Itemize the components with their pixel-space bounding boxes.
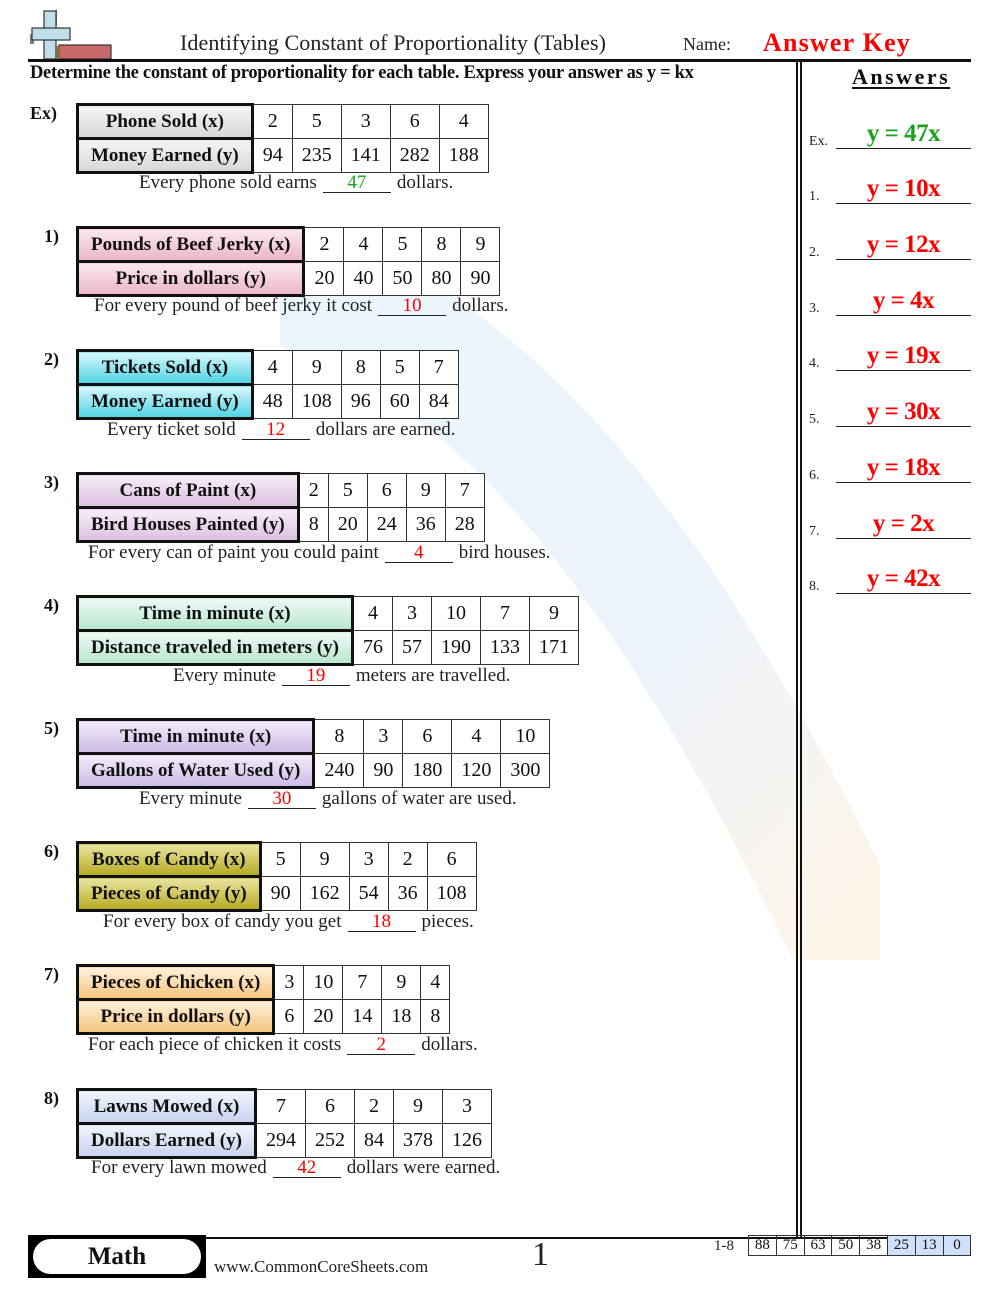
y-cell: 20 [328, 508, 367, 542]
ratio-table [76, 964, 450, 1035]
x-cell: 8 [341, 351, 380, 385]
answer-sentence [107, 419, 456, 441]
y-header: Dollars Earned (y) [78, 1124, 256, 1158]
x-cell: 8 [422, 228, 461, 262]
x-cell: 2 [304, 228, 344, 262]
y-cell: 40 [344, 262, 383, 296]
ratio-table [76, 349, 459, 420]
y-cell: 190 [431, 631, 480, 665]
y-cell: 18 [382, 1000, 421, 1034]
y-header: Money Earned (y) [78, 385, 253, 419]
x-cell: 8 [314, 720, 364, 754]
y-cell: 54 [349, 877, 388, 911]
answer-row-7 [809, 510, 971, 540]
answer-value: y = 30x [866, 398, 941, 425]
y-cell: 20 [304, 1000, 343, 1034]
y-cell: 141 [341, 139, 390, 173]
worksheet-title: Identifying Constant of Proportionality (Tables) [180, 30, 607, 55]
sentence-prefix: For every box of candy you get [103, 911, 342, 932]
y-header: Pieces of Candy (y) [78, 877, 261, 911]
answer-number: 8. [809, 579, 820, 594]
x-cell: 9 [406, 474, 445, 508]
answer-blank: 18 [348, 913, 416, 932]
score-cell: 75 [776, 1236, 804, 1256]
answer-number: 5. [809, 412, 820, 427]
answer-row-ex [809, 120, 971, 150]
answer-sentence [88, 1034, 478, 1056]
sentence-prefix: For every can of paint you could paint [88, 542, 379, 563]
x-cell: 6 [305, 1090, 354, 1124]
answer-row-2 [809, 231, 971, 261]
x-cell: 4 [352, 597, 392, 631]
answer-number: 2. [809, 245, 820, 260]
y-cell: 8 [298, 508, 328, 542]
plus-minus-logo-icon [28, 8, 114, 60]
answer-row-8 [809, 565, 971, 595]
answer-blank: 42 [273, 1159, 341, 1178]
x-cell: 3 [364, 720, 403, 754]
answer-line [836, 148, 971, 149]
sentence-suffix: dollars. [452, 295, 509, 316]
y-cell: 162 [300, 877, 349, 911]
sentence-suffix: dollars are earned. [315, 419, 456, 440]
answer-row-5 [809, 398, 971, 428]
x-header: Pieces of Chicken (x) [78, 966, 274, 1000]
answer-value: y = 2x [872, 510, 935, 537]
y-cell: 24 [367, 508, 406, 542]
x-cell: 9 [292, 351, 341, 385]
answer-number: 6. [809, 468, 820, 483]
x-cell: 7 [255, 1090, 305, 1124]
problem-label: 7) [44, 964, 59, 984]
answer-sentence [94, 295, 509, 317]
sentence-suffix: dollars. [396, 172, 454, 193]
y-cell: 6 [274, 1000, 304, 1034]
problem-label: Ex) [30, 103, 57, 123]
ratio-table [76, 472, 485, 543]
sentence-suffix: pieces. [421, 911, 474, 932]
x-cell: 4 [252, 351, 292, 385]
instructions: Determine the constant of proportionality for each table. Express your answer as y = kx [30, 63, 694, 83]
x-cell: 9 [529, 597, 578, 631]
answer-line [836, 593, 971, 594]
x-cell: 3 [274, 966, 304, 1000]
answer-line [836, 315, 971, 316]
x-cell: 3 [349, 843, 388, 877]
sentence-suffix: gallons of water are used. [321, 788, 517, 809]
y-cell: 282 [390, 139, 439, 173]
sentence-suffix: meters are travelled. [355, 665, 511, 686]
x-cell: 3 [341, 105, 390, 139]
y-cell: 180 [403, 754, 452, 788]
score-cell: 38 [860, 1236, 888, 1256]
answer-sentence [139, 172, 453, 194]
sentence-suffix: dollars were earned. [346, 1157, 501, 1178]
x-header: Cans of Paint (x) [78, 474, 299, 508]
y-cell: 90 [260, 877, 300, 911]
sentence-prefix: Every minute [139, 788, 242, 809]
answer-number: 3. [809, 301, 820, 316]
answer-row-3 [809, 287, 971, 317]
y-header: Price in dollars (y) [78, 1000, 274, 1034]
y-cell: 108 [427, 877, 476, 911]
sentence-suffix: bird houses. [458, 542, 551, 563]
y-cell: 120 [452, 754, 501, 788]
x-cell: 9 [382, 966, 421, 1000]
ratio-table [76, 841, 477, 912]
x-cell: 6 [390, 105, 439, 139]
column-divider [796, 61, 802, 1238]
y-cell: 90 [364, 754, 403, 788]
y-cell: 14 [343, 1000, 382, 1034]
x-cell: 4 [344, 228, 383, 262]
x-cell: 10 [304, 966, 343, 1000]
ratio-table [76, 718, 550, 789]
x-cell: 9 [393, 1090, 442, 1124]
ratio-table [76, 226, 500, 297]
x-cell: 4 [452, 720, 501, 754]
y-cell: 76 [352, 631, 392, 665]
sentence-prefix: For every pound of beef jerky it cost [94, 295, 373, 316]
y-cell: 94 [252, 139, 292, 173]
y-cell: 133 [480, 631, 529, 665]
x-header: Lawns Mowed (x) [78, 1090, 256, 1124]
answer-value: y = 12x [866, 231, 941, 258]
ratio-table [76, 1088, 492, 1159]
name-label: Name: [683, 34, 731, 54]
website-link[interactable]: www.CommonCoreSheets.com [214, 1257, 429, 1276]
answer-sentence [103, 911, 474, 933]
x-cell: 2 [354, 1090, 393, 1124]
y-cell: 171 [529, 631, 578, 665]
problem-label: 8) [44, 1088, 59, 1108]
score-cell: 13 [915, 1236, 943, 1256]
y-header: Bird Houses Painted (y) [78, 508, 299, 542]
problem-label: 3) [44, 472, 59, 492]
score-cell: 25 [887, 1236, 915, 1256]
x-header: Time in minute (x) [78, 720, 314, 754]
y-cell: 126 [442, 1124, 491, 1158]
answer-line [836, 426, 971, 427]
x-cell: 7 [445, 474, 484, 508]
answer-row-4 [809, 342, 971, 372]
ratio-table [76, 103, 489, 174]
answer-blank: 19 [282, 667, 350, 686]
answer-number: 7. [809, 524, 820, 539]
answer-row-1 [809, 175, 971, 205]
page-number: 1 [532, 1236, 549, 1273]
y-cell: 57 [392, 631, 431, 665]
answers-title: Answers [852, 64, 951, 89]
sentence-prefix: Every minute [173, 665, 276, 686]
answer-line [836, 538, 971, 539]
problem-label: 2) [44, 349, 59, 369]
answer-value: y = 42x [866, 565, 941, 592]
y-cell: 96 [341, 385, 380, 419]
y-header: Money Earned (y) [78, 139, 253, 173]
y-cell: 8 [421, 1000, 450, 1034]
answer-line [836, 370, 971, 371]
answer-value: y = 47x [866, 120, 941, 147]
y-cell: 36 [406, 508, 445, 542]
x-cell: 5 [292, 105, 341, 139]
score-cell: 88 [749, 1236, 777, 1256]
x-header: Tickets Sold (x) [78, 351, 253, 385]
score-range-label: 1-8 [714, 1238, 734, 1254]
x-cell: 7 [343, 966, 382, 1000]
answer-line [836, 203, 971, 204]
answer-blank: 2 [347, 1036, 415, 1055]
answer-value: y = 4x [872, 287, 935, 314]
x-cell: 2 [298, 474, 328, 508]
x-cell: 2 [388, 843, 427, 877]
x-cell: 6 [403, 720, 452, 754]
answer-number: Ex. [809, 134, 829, 149]
problem-label: 5) [44, 718, 59, 738]
answer-line [836, 482, 971, 483]
y-cell: 20 [304, 262, 344, 296]
answer-blank: 4 [385, 544, 453, 563]
ratio-table [76, 595, 579, 666]
x-header: Boxes of Candy (x) [78, 843, 261, 877]
x-cell: 6 [367, 474, 406, 508]
answer-blank: 47 [323, 174, 391, 193]
y-cell: 294 [255, 1124, 305, 1158]
y-cell: 252 [305, 1124, 354, 1158]
answer-sentence [139, 788, 517, 810]
answer-blank: 30 [248, 790, 316, 809]
x-cell: 5 [260, 843, 300, 877]
x-cell: 7 [480, 597, 529, 631]
sentence-prefix: For each piece of chicken it costs [88, 1034, 342, 1055]
score-table [748, 1235, 971, 1256]
y-cell: 378 [393, 1124, 442, 1158]
x-cell: 4 [421, 966, 450, 1000]
score-cell: 0 [943, 1236, 971, 1256]
x-header: Phone Sold (x) [78, 105, 253, 139]
x-cell: 3 [392, 597, 431, 631]
sentence-prefix: Every phone sold earns [139, 172, 317, 193]
x-cell: 9 [300, 843, 349, 877]
x-cell: 6 [427, 843, 476, 877]
x-header: Pounds of Beef Jerky (x) [78, 228, 304, 262]
x-cell: 5 [380, 351, 419, 385]
problem-label: 4) [44, 595, 59, 615]
sentence-prefix: Every ticket sold [107, 419, 236, 440]
answer-value: y = 19x [866, 342, 941, 369]
x-cell: 10 [431, 597, 480, 631]
y-cell: 80 [422, 262, 461, 296]
x-cell: 5 [383, 228, 422, 262]
x-cell: 4 [439, 105, 488, 139]
header-rule [28, 59, 971, 62]
y-cell: 235 [292, 139, 341, 173]
subject-badge: Math [33, 1239, 201, 1274]
answer-number: 1. [809, 189, 820, 204]
y-cell: 50 [383, 262, 422, 296]
x-cell: 10 [501, 720, 550, 754]
problem-label: 6) [44, 841, 59, 861]
y-cell: 60 [380, 385, 419, 419]
y-cell: 188 [439, 139, 488, 173]
y-cell: 108 [292, 385, 341, 419]
y-header: Distance traveled in meters (y) [78, 631, 353, 665]
sentence-prefix: For every lawn mowed [91, 1157, 267, 1178]
score-cell: 63 [804, 1236, 832, 1256]
answer-sentence [173, 665, 510, 687]
x-cell: 7 [419, 351, 458, 385]
answer-value: y = 18x [866, 454, 941, 481]
sentence-suffix: dollars. [421, 1034, 478, 1055]
y-cell: 90 [461, 262, 500, 296]
answer-value: y = 10x [866, 175, 941, 202]
answer-number: 4. [809, 356, 820, 371]
score-cell: 50 [832, 1236, 860, 1256]
y-cell: 84 [354, 1124, 393, 1158]
x-header: Time in minute (x) [78, 597, 353, 631]
x-cell: 2 [252, 105, 292, 139]
x-cell: 9 [461, 228, 500, 262]
y-cell: 36 [388, 877, 427, 911]
answer-blank: 10 [378, 297, 446, 316]
answer-sentence [88, 542, 551, 564]
y-header: Price in dollars (y) [78, 262, 304, 296]
x-cell: 3 [442, 1090, 491, 1124]
y-cell: 28 [445, 508, 484, 542]
y-cell: 84 [419, 385, 458, 419]
answer-key-label: Answer Key [763, 28, 912, 57]
answer-sentence [91, 1157, 500, 1179]
problem-label: 1) [44, 226, 59, 246]
answer-row-6 [809, 454, 971, 484]
answer-blank: 12 [242, 421, 310, 440]
y-cell: 300 [501, 754, 550, 788]
answer-line [836, 259, 971, 260]
y-cell: 48 [252, 385, 292, 419]
x-cell: 5 [328, 474, 367, 508]
y-header: Gallons of Water Used (y) [78, 754, 314, 788]
y-cell: 240 [314, 754, 364, 788]
